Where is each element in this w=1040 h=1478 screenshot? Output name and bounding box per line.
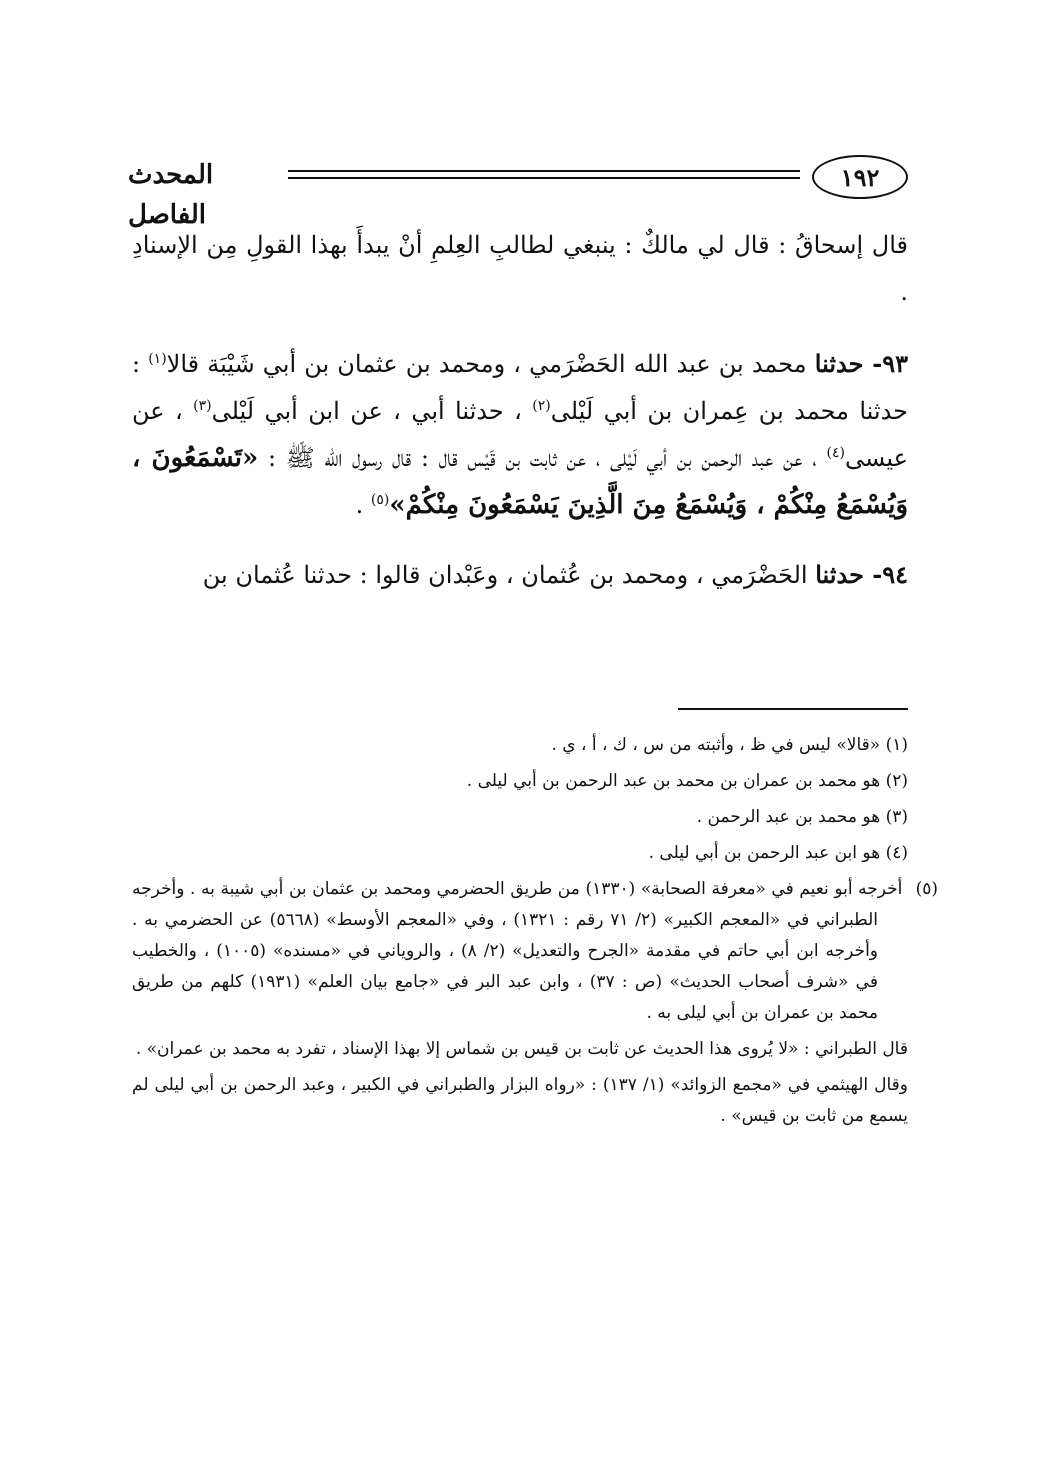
footnote-3-text: هو محمد بن عبد الرحمن .	[696, 807, 881, 827]
main-text	[132, 222, 908, 621]
footnote-1-number: (١)	[885, 735, 908, 755]
footnotes	[132, 730, 938, 1137]
footnote-ref-3[interactable]: (٣)	[193, 398, 212, 414]
footnote-ref-4[interactable]: (٤)	[826, 445, 846, 461]
hadith-93-chain-c: ، حدثنا أبي ، عن ابن أبي لَيْلى	[211, 397, 533, 425]
footnote-ref-5[interactable]: (٥)	[370, 492, 390, 508]
footnote-ref-1[interactable]: (١)	[148, 351, 167, 367]
footnote-4	[132, 838, 908, 869]
hadith-93	[132, 340, 908, 529]
footnote-2	[132, 766, 908, 797]
footnote-3	[132, 802, 908, 833]
footnote-1	[132, 730, 908, 761]
footnote-5-haythami-note: وقال الهيثمي في «مجمع الزوائد» (١/ ١٣٧) : «رواه البزار والطبراني في الكبير ، وعبد الرحمن بن أبي ليلى لم يسمع من ثابت بن قيس» .	[132, 1075, 908, 1126]
footnote-5-tabarani-note: قال الطبراني : «لا يُروى هذا الحديث عن ثابت بن قيس بن شماس إلا بهذا الإسناد ، تفرد به محمد بن عمران» .	[135, 1039, 908, 1059]
footnote-5-text: أخرجه أبو نعيم في «معرفة الصحابة» (١٣٣٠) من طريق الحضرمي ومحمد بن عثمان بن أبي شيبة به . وأخرجه الطبراني في «المعجم الكبير» (٢/ ٧١ رقم : ١٣٢١) ، وفي «المعجم الأوسط» (٥٦٦٨) عن الحضرمي به . وأخرجه ابن أبي حاتم في مقدمة «الجرح والتعديل» (٢/ ٨) ، والروياني في «مسنده» (١٠٠٥) ، والخطيب في «شرف أصحاب الحديث» (ص : ٣٧) ، وابن عبد البر في «جامع بيان العلم» (١٩٣١) كلهم من طريق محمد بن عمران بن أبي ليلى به .	[132, 879, 903, 1023]
book-title: المحدث الفاصل	[128, 160, 214, 230]
hadith-93-end: .	[355, 491, 371, 519]
footnote-2-text: هو محمد بن عمران بن محمد بن عبد الرحمن بن أبي ليلى .	[466, 771, 881, 791]
paragraph-ishaq: قال إسحاقُ : قال لي مالكٌ : ينبغي لطالبِ العِلمِ أنْ يبدأَ بهذا القولِ مِن الإسنادِ .	[132, 231, 908, 306]
hadith-93-lead: ٩٣- حدثنا	[814, 349, 908, 378]
footnote-4-number: (٤)	[885, 843, 908, 863]
footnote-5: (٥) أخرجه أبو نعيم في «معرفة الصحابة» (١٣٣٠) من طريق الحضرمي ومحمد بن عثمان بن أبي شيبة به . وأخرجه الطبراني في «المعجم الكبير» (٢/ ٧١ رقم : ١٣٢١) ، وفي «المعجم الأوسط» (٥٦٦٨) عن الحضرمي به . وأخرجه ابن أبي حاتم في مقدمة «الجرح والتعديل» (٢/ ٨) ، والروياني في «مسنده» (١٠٠٥) ، والخطيب في «شرف أصحاب الحديث» (ص : ٣٧) ، وابن عبد البر في «جامع بيان العلم» (١٩٣١) كلهم من طريق محمد بن عمران بن أبي ليلى به .	[132, 879, 938, 1023]
header-double-rule	[288, 170, 800, 179]
hadith-93-chain-e: ، عن عبد الرحمن بن أبي لَيْلى ، عن ثابت بن قَيْس قال : قال رسول الله ﷺ :	[258, 444, 827, 472]
hadith-94-lead: ٩٤- حدثنا	[815, 560, 908, 589]
page-header	[128, 155, 908, 230]
hadith-93-chain-a: محمد بن عبد الله الحَضْرَمي ، ومحمد بن عثمان بن أبي شَيْبَة قالا	[166, 350, 807, 378]
hadith-94	[132, 551, 908, 599]
footnote-divider	[678, 708, 908, 710]
hadith-93-text: «تَسْمَعُونَ ، وَيُسْمَعُ مِنْكُمْ ، وَيُسْمَعُ مِنَ الَّذِينَ يَسْمَعُونَ مِنْكُمْ»	[132, 443, 908, 520]
footnote-4-text: هو ابن عبد الرحمن بن أبي ليلى .	[648, 843, 881, 863]
footnote-2-number: (٢)	[885, 771, 908, 791]
footnote-ref-2[interactable]: (٢)	[532, 398, 551, 414]
page-number: ١٩٢	[812, 155, 908, 199]
hadith-94-text: الحَضْرَمي ، ومحمد بن عُثمان ، وعَبْدان قالوا : حدثنا عُثمان بن	[202, 561, 808, 589]
hadith-93-chain-d: ، عن عيسى	[132, 397, 908, 472]
footnote-3-number: (٣)	[885, 807, 908, 827]
footnote-1-text: «قالا» ليس في ظ ، وأثبته من س ، ك ، أ ، ي .	[551, 735, 881, 755]
hadith-93-chain-b: : حدثنا محمد بن عِمران بن أبي لَيْلى	[132, 350, 909, 425]
